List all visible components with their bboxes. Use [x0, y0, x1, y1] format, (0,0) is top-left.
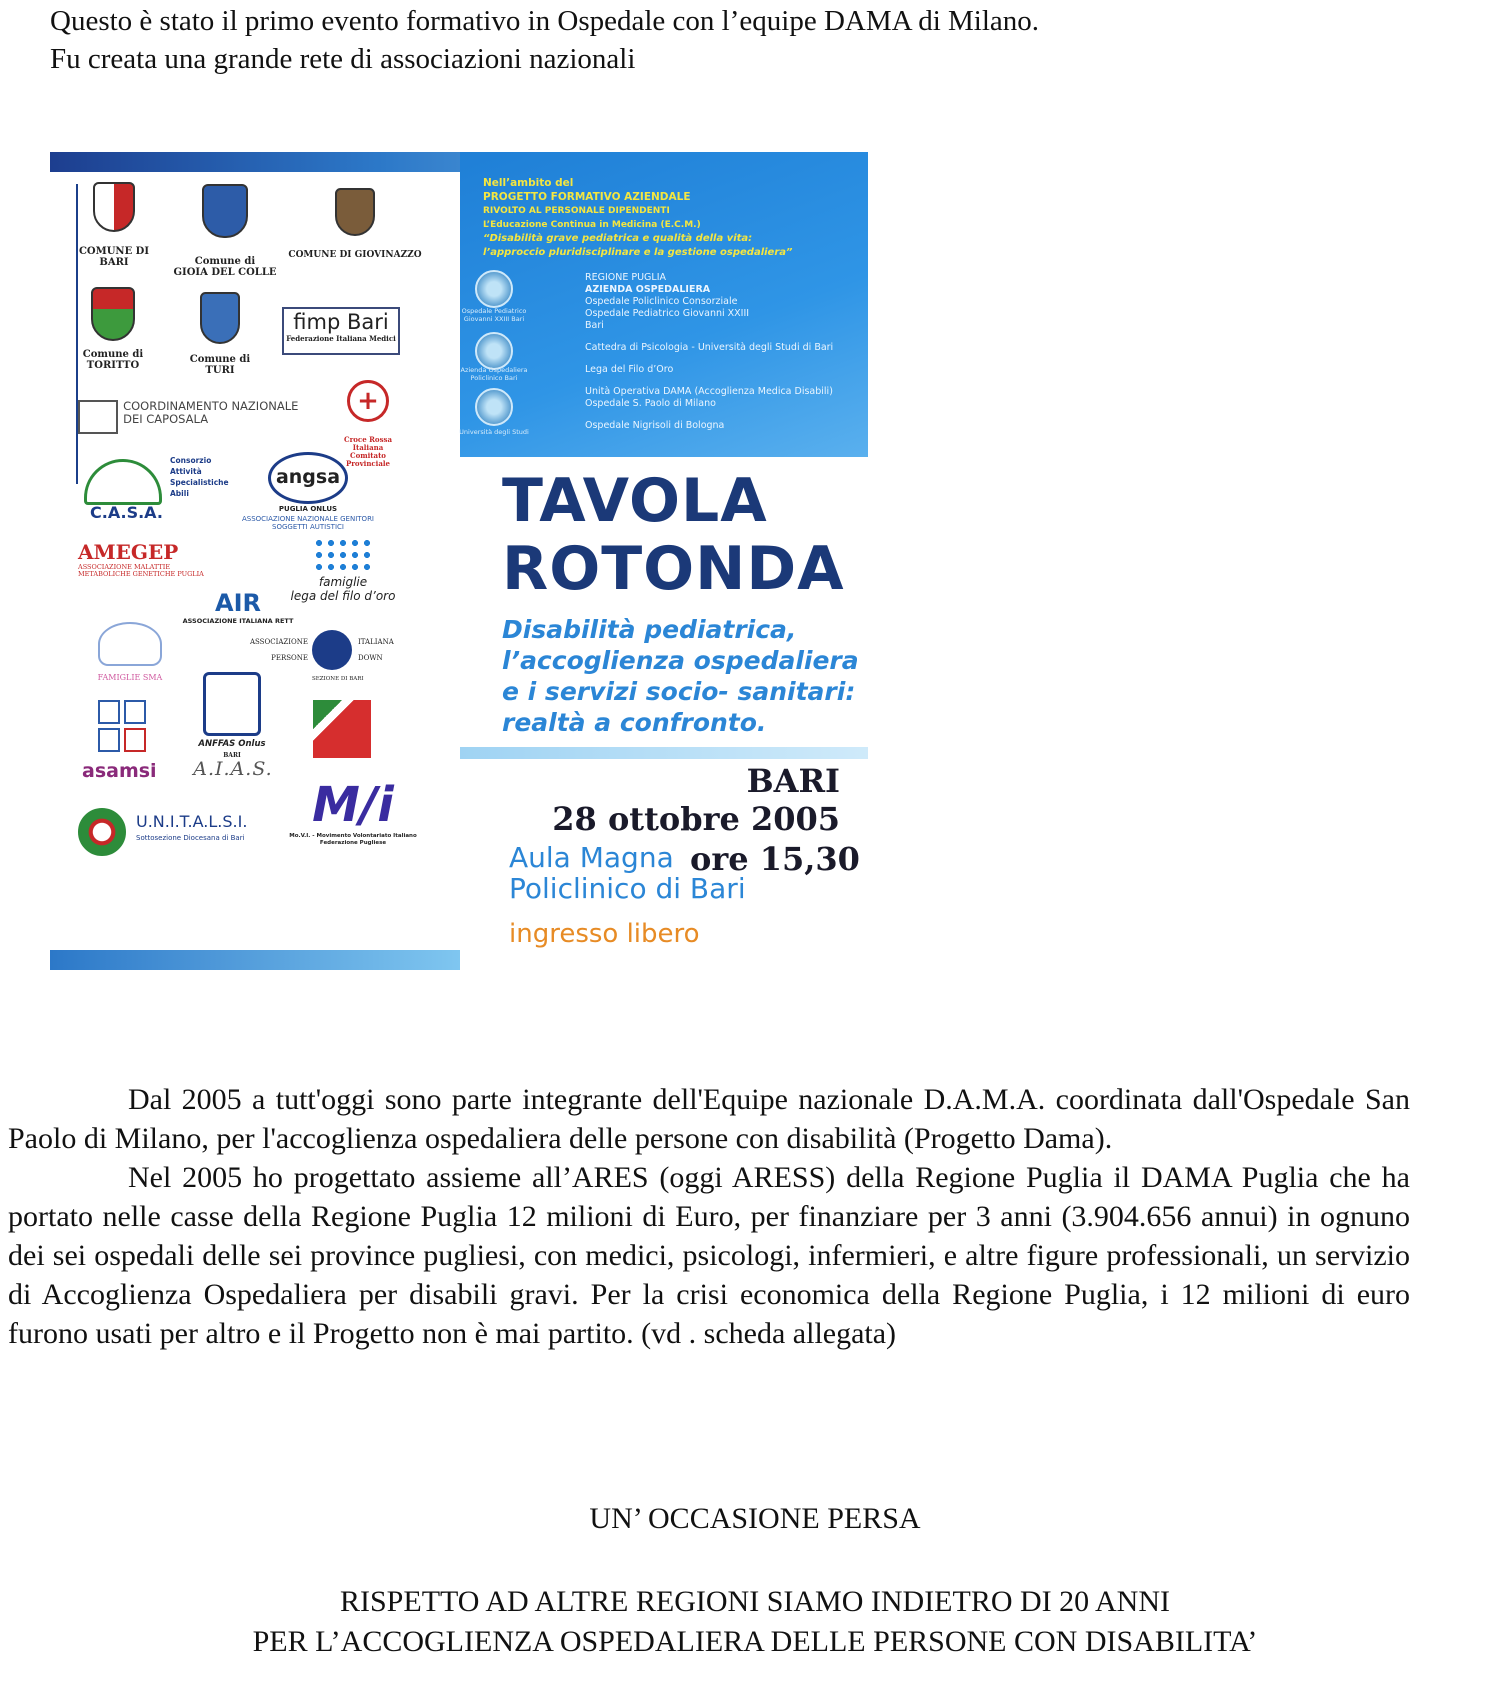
logo-caption: Federazione Italiana Medici [286, 334, 396, 343]
logo-aias [178, 758, 288, 780]
subtitle-line: e i servizi socio- sanitari: [502, 677, 856, 706]
logo-caption: AIR [215, 589, 261, 617]
logo-caption: Attività [170, 467, 202, 476]
logo-caption: lega del filo d’oro [290, 589, 396, 603]
logo-caption: Comune di [194, 256, 256, 267]
org-line: Bari [585, 320, 604, 331]
body-text [8, 1080, 1410, 1353]
seal-caption: Azienda Ospedaliera Policlinico Bari [460, 366, 528, 382]
logo-caption: U.N.I.T.A.L.S.I. [136, 812, 248, 831]
org-line: AZIENDA OSPEDALIERA [585, 284, 711, 295]
logo-caption: C.A.S.A. [90, 503, 163, 522]
logo-anffas [192, 672, 272, 761]
logo-gioia-del-colle [165, 184, 285, 278]
logo-caption: Comitato Provinciale [345, 451, 390, 468]
logo-caption: ASSOCIAZIONE NAZIONALE GENITORI SOGGETTI AUTISTICI [241, 515, 374, 531]
event-time: ore 15,30 [690, 840, 860, 878]
logo-caption: AMEGEP [78, 540, 179, 564]
event-date-block [552, 762, 840, 838]
poster-subtitle [502, 614, 859, 738]
logo-caption: Onlus [238, 739, 266, 749]
heading-occasione-persa: UN’ OCCASIONE PERSA [589, 1502, 921, 1535]
seal-icon [475, 270, 513, 308]
logo-caption: A.I.A.S. [193, 758, 273, 780]
seal-icon [475, 388, 513, 426]
logo-caption: Federazione Pugliese [319, 840, 387, 846]
seal-caption: Ospedale Pediatrico Giovanni XXIII Bari [461, 307, 527, 323]
logo-caption: PERSONE [271, 654, 308, 662]
logo-caption: angsa [268, 452, 348, 504]
logo-caption: Specialistiche [170, 478, 229, 487]
logo-giovinazzo [285, 188, 425, 261]
org-line: Ospedale Pediatrico Giovanni XXIII [585, 308, 750, 319]
organizer-item: Ospedale Nigrisoli di Bologna [585, 420, 725, 431]
logo-movi [288, 777, 418, 847]
header-line: L’Educazione Continua in Medicina (E.C.M.) [483, 220, 701, 230]
logo-family-icons [98, 700, 158, 752]
logo-caption: GIOIA DEL COLLE [173, 267, 277, 278]
header-line: RIVOLTO AL PERSONALE DIPENDENTI [483, 206, 670, 216]
subtitle-line: l’accoglienza ospedaliera [502, 646, 859, 675]
organizer-item: Cattedra di Psicologia - Università degli Studi di Bari [585, 342, 834, 353]
logo-caption: fimp Bari [293, 310, 389, 334]
header-line: PROGETTO FORMATIVO AZIENDALE [483, 191, 691, 203]
wheelchair-icon [313, 700, 371, 758]
logo-caption: Comune di [189, 354, 251, 365]
unitalsi-icon [78, 808, 126, 856]
logo-caption: COMUNE DI BARI [78, 246, 150, 268]
org-line: Unità Operativa DAMA (Accoglienza Medica Disabili) [585, 386, 833, 397]
event-entry: ingresso libero [509, 919, 700, 949]
poster-bottom-band [50, 950, 460, 970]
logo-angsa [238, 452, 378, 531]
logo-caption: Consorzio [170, 456, 212, 465]
logo-turi [170, 292, 270, 376]
logo-caption: ITALIANA [358, 638, 394, 646]
logo-air [168, 590, 308, 627]
logo-caption: COORDINAMENTO NAZIONALE [123, 399, 299, 413]
heading-regioni: RISPETTO AD ALTRE REGIONI SIAMO INDIETRO DI 20 ANNI [340, 1585, 1170, 1618]
logo-caption: DEI CAPOSALA [123, 412, 209, 426]
organizer-item [585, 272, 861, 332]
dots-icon [313, 537, 373, 575]
logo-caption: Comune di [82, 349, 144, 360]
logo-caption: TORITTO [86, 360, 140, 371]
logo-caption: famiglie [318, 575, 368, 589]
poster-title [502, 467, 845, 603]
event-poster [50, 152, 868, 970]
intro-text [50, 2, 1039, 78]
aipd-icon [312, 630, 352, 670]
butterfly-icon [98, 622, 162, 666]
org-line: Ospedale Policlinico Consorziale [585, 296, 738, 307]
org-line: Ospedale S. Paolo di Milano [585, 398, 716, 409]
crest-icon [93, 182, 135, 232]
logo-caption: ASSOCIAZIONE ITALIANA RETT [182, 617, 294, 625]
logo-caption: ASSOCIAZIONE [249, 638, 308, 646]
logo-caption: Sottosezione Diocesana di Bari [136, 834, 245, 842]
venue-line: Policlinico di Bari [509, 872, 746, 905]
logo-caption: asamsi [82, 760, 157, 782]
paragraph: Dal 2005 a tutt'oggi sono parte integrante dell'Equipe nazionale D.A.M.A. coordinata dall'Ospedale San Paolo di Milano, per l'accoglienza ospedaliera delle persone con disabilità (Progetto Dama). [8, 1083, 1410, 1155]
logo-toritto [68, 287, 158, 371]
logo-disability [308, 700, 376, 758]
paragraph: Nel 2005 ho progettato assieme all’ARES (oggi ARESS) della Regione Puglia il DAMA Puglia che ha portato nelle casse della Regione Puglia 12 milioni di Euro, per finanziare per 3 anni (3.904.656 annui) in ognuno dei sei ospedali delle sei province pugliesi, con medici, psicologi, infermieri, e altre figure professionali, un servizio di Accoglienza Ospedaliera per disabili gravi. Per la crisi economica della Regione Puglia, i 12 milioni di euro furono usati per altro e il Progetto non è mai partito. (vd . scheda allegata) [8, 1161, 1410, 1350]
logo-caption: Mo.V.I. - Movimento Volontariato Italiano [289, 833, 417, 839]
event-city: BARI [746, 762, 840, 800]
movi-icon: M/i [312, 777, 394, 833]
crest-icon [200, 292, 240, 344]
header-line: l’approccio pluridisciplinare e la gestione ospedaliera” [483, 247, 793, 258]
poster-header-text [483, 176, 861, 260]
logo-coordinamento-caposala [78, 400, 338, 434]
logo-caption: ANFFAS [198, 739, 236, 749]
logo-caption: DOWN [358, 654, 383, 662]
crest-icon [202, 184, 248, 238]
family-icon [98, 700, 158, 752]
subtitle-line: realtà a confronto. [502, 708, 767, 737]
subtitle-line: Disabilità pediatrica, [502, 615, 797, 644]
heading-accoglienza: PER L’ACCOGLIENZA OSPEDALIERA DELLE PERSONE CON DISABILITA’ [252, 1625, 1258, 1658]
crest-icon [335, 188, 375, 236]
logo-asamsi [82, 760, 172, 782]
red-cross-icon: + [347, 380, 389, 422]
caposala-icon [78, 400, 118, 434]
logo-comune-bari [64, 182, 164, 268]
organizer-item [585, 386, 861, 410]
logo-caption: SEZIONE DI BARI [312, 676, 364, 682]
logo-caption: PUGLIA ONLUS [278, 505, 338, 513]
logo-caption: Croce Rossa Italiana [344, 435, 392, 452]
logo-caption: FAMIGLIE SMA [97, 673, 163, 682]
organizer-list [585, 272, 861, 442]
org-line: REGIONE PUGLIA [585, 272, 667, 283]
logo-caption: ASSOCIAZIONE MALATTIE METABOLICHE GENETICHE PUGLIA [78, 563, 204, 578]
seal-icon [475, 332, 513, 370]
crest-icon [91, 287, 135, 341]
logo-caption: COMUNE DI GIOVINAZZO [288, 250, 422, 260]
title-line: ROTONDA [502, 534, 845, 604]
intro-line-1: Questo è stato il primo evento formativo in Ospedale con l’equipe DAMA di Milano. [50, 5, 1040, 37]
logo-amegep [78, 540, 208, 578]
organizer-item: Lega del Filo d’Oro [585, 364, 674, 375]
title-line: TAVOLA [502, 466, 768, 536]
logo-caption: BARI [223, 752, 241, 759]
header-line: Nell’ambito del [483, 177, 574, 189]
venue-line: Aula Magna [509, 841, 674, 874]
seal-caption: Università degli Studi [459, 428, 529, 436]
anffas-icon [203, 672, 261, 736]
logo-caption: TURI [205, 365, 235, 376]
intro-line-2: Fu creata una grande rete di associazioni nazionali [50, 43, 636, 75]
logo-caption: Abili [170, 489, 189, 498]
poster-mid-band [460, 747, 868, 759]
logo-famiglie-sma [85, 622, 175, 683]
header-line: “Disabilità grave pediatrica e qualità della vita: [483, 233, 753, 244]
logo-fimp-bari [282, 307, 400, 355]
event-date: 28 ottobre 2005 [552, 800, 840, 838]
